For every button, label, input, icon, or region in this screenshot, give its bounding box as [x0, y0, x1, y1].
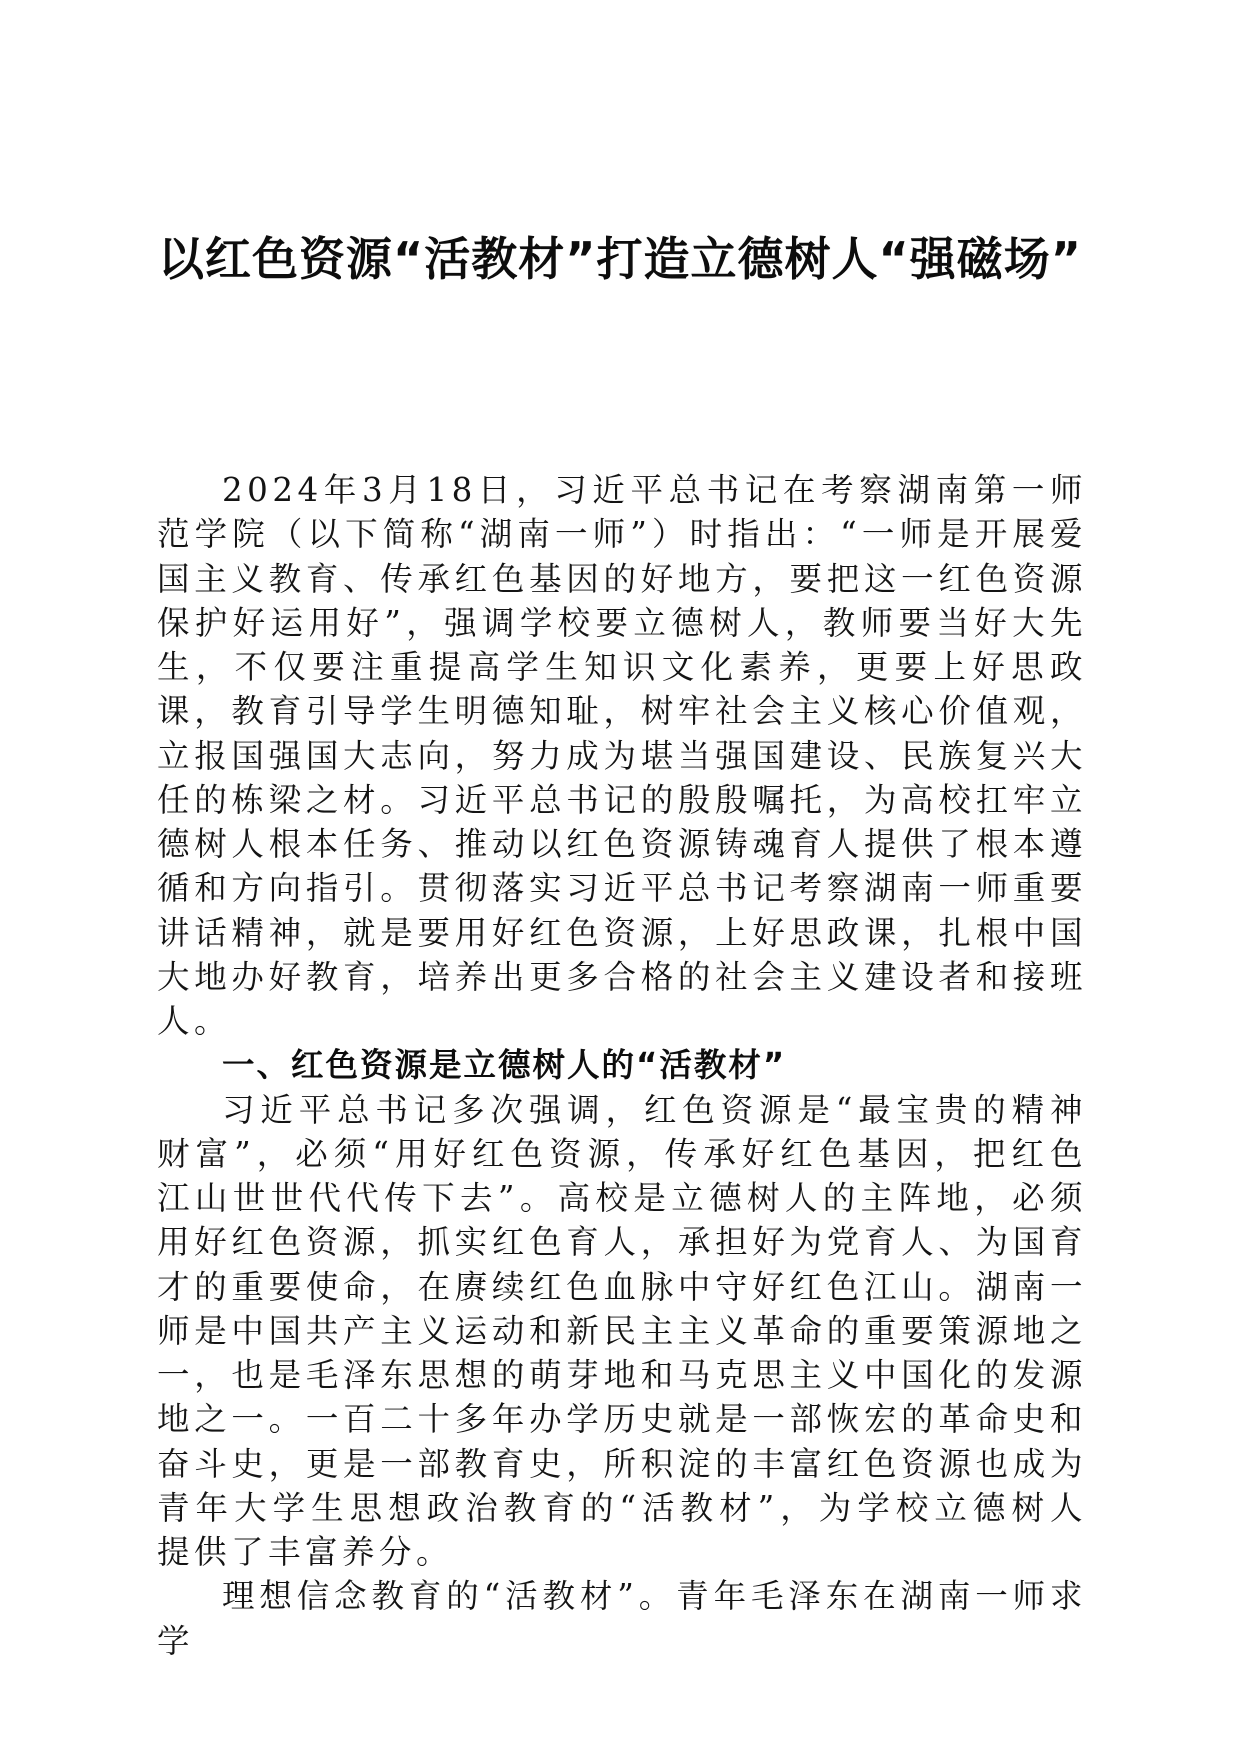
paragraph-ideals-education: 理想信念教育的“活教材”。青年毛泽东在湖南一师求学 [157, 1577, 1087, 1660]
paragraph-intro: 2024年3月18日，习近平总书记在考察湖南第一师范学院（以下简称“湖南一师”）时指出：“一师是开展爱国主义教育、传承红色基因的好地方，要把这一红色资源保护好运用好”，强调学校要立德树人，教师要当好大先生，不仅要注重提高学生知识文化素养，更要上好思政课，教育引导学生明德知耻，树牢社会主义核心价值观，立报国强国大志向，努力成为堪当强国建设、民族复兴大任的栋梁之材。习近平总书记的殷殷嘱托，为高校扛牢立德树人根本任务、推动以红色资源铸魂育人提供了根本遵循和方向指引。贯彻落实习近平总书记考察湖南一师重要讲话精神，就是要用好红色资源，上好思政课，扎根中国大地办好教育，培养出更多合格的社会主义建设者和接班人。 [157, 471, 1087, 1040]
section-heading-1: 一、红色资源是立德树人的“活教材” [222, 1046, 787, 1085]
document-title: 以红色资源“活教材”打造立德树人“强磁场” [158, 232, 1082, 286]
document-body [157, 468, 1087, 1663]
paragraph-section-1: 习近平总书记多次强调，红色资源是“最宝贵的精神财富”，必须“用好红色资源，传承好红色基因，把红色江山世世代代传下去”。高校是立德树人的主阵地，必须用好红色资源，抓实红色育人，承担好为党育人、为国育才的重要使命，在赓续红色血脉中守好红色江山。湖南一师是中国共产主义运动和新民主主义革命的重要策源地之一，也是毛泽东思想的萌芽地和马克思主义中国化的发源地之一。一百二十多年办学历史就是一部恢宏的革命史和奋斗史，更是一部教育史，所积淀的丰富红色资源也成为青年大学生思想政治教育的“活教材”，为学校立德树人提供了丰富养分。 [157, 1090, 1087, 1571]
